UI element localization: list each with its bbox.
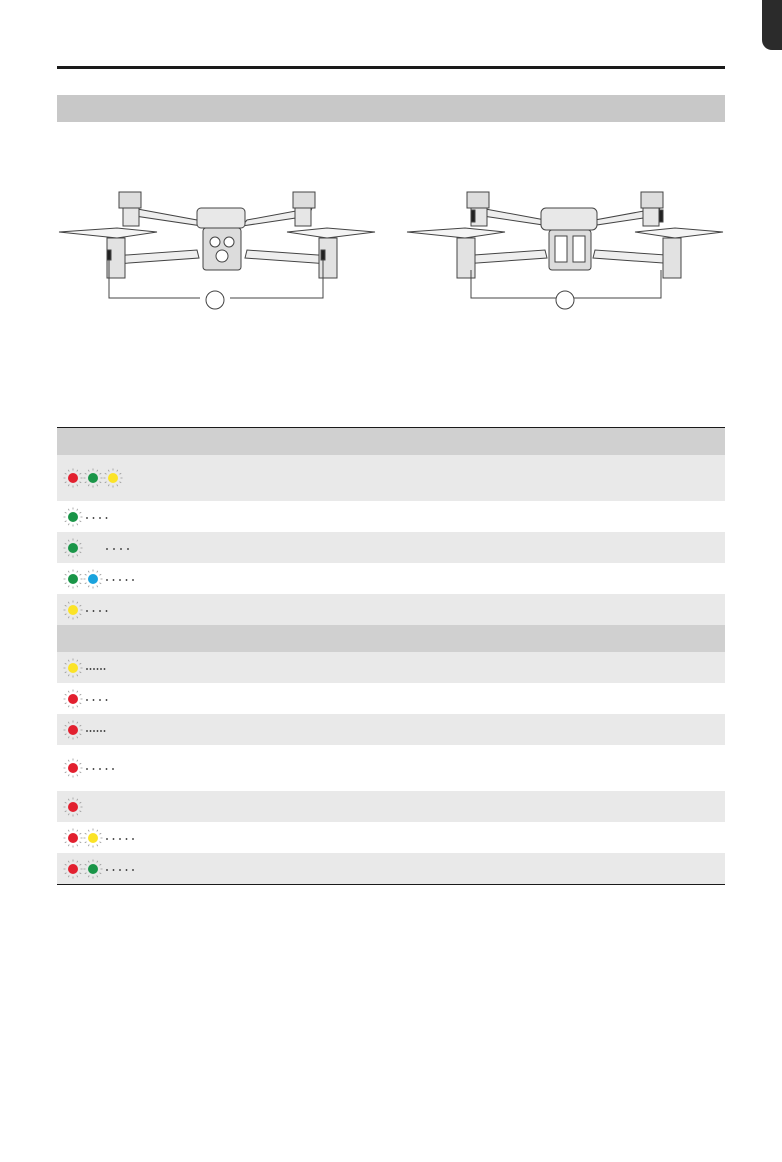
- table-row: [57, 853, 725, 884]
- yellow-led-icon: [64, 658, 83, 677]
- blink-dot: [127, 548, 129, 550]
- blink-dot: [93, 730, 95, 732]
- blink-dot: [126, 869, 128, 871]
- blink-dot: [100, 730, 102, 732]
- blink-dot: [97, 668, 99, 670]
- blink-dot: [93, 699, 95, 701]
- table-row: [57, 594, 725, 625]
- table-row: [57, 822, 725, 853]
- table-row: [57, 455, 725, 501]
- blink-dot: [100, 668, 102, 670]
- green-led-icon: [64, 538, 83, 557]
- aircraft-rear-view-figure: [405, 180, 735, 315]
- blink-dot: [90, 730, 92, 732]
- yellow-led-icon: [84, 828, 103, 847]
- table-row: [57, 563, 725, 594]
- red-led-icon: [64, 828, 83, 847]
- green-led-icon: [84, 859, 103, 878]
- blink-dot: [99, 699, 101, 701]
- blink-dot: [119, 838, 121, 840]
- blink-dot: [132, 579, 134, 581]
- blink-dot: [106, 838, 108, 840]
- blink-dot: [112, 768, 114, 770]
- blink-dot: [93, 768, 95, 770]
- blink-dot: [113, 838, 115, 840]
- led-pattern: [63, 758, 126, 778]
- blink-dot: [106, 699, 108, 701]
- blink-dot: [126, 838, 128, 840]
- red-led-icon: [64, 469, 83, 488]
- blink-dot: [86, 610, 88, 612]
- table-row: [57, 652, 725, 683]
- red-led-icon: [64, 689, 83, 708]
- blink-dot: [113, 579, 115, 581]
- blink-dot: [119, 579, 121, 581]
- blink-dot: [99, 517, 101, 519]
- blink-dot: [106, 579, 108, 581]
- blink-dot: [104, 730, 106, 732]
- blink-dot: [93, 668, 95, 670]
- blink-dot: [106, 768, 108, 770]
- blink-dot: [86, 730, 88, 732]
- blink-dot: [126, 579, 128, 581]
- header-rule: [57, 66, 725, 69]
- blink-dot: [86, 768, 88, 770]
- blink-dot: [97, 730, 99, 732]
- blink-dot: [113, 548, 115, 550]
- blink-dot: [90, 668, 92, 670]
- table-row: [57, 501, 725, 532]
- green-led-icon: [84, 469, 103, 488]
- blink-dot: [104, 668, 106, 670]
- led-pattern: [63, 468, 133, 488]
- green-led-icon: [64, 507, 83, 526]
- blink-dot: [106, 610, 108, 612]
- red-led-icon: [64, 797, 83, 816]
- led-pattern: [63, 538, 141, 558]
- table-section-header: [57, 625, 725, 652]
- green-led-icon: [64, 569, 83, 588]
- yellow-led-icon: [64, 600, 83, 619]
- section-title-band: [57, 95, 725, 122]
- aircraft-status-led-table: [57, 427, 725, 885]
- blink-dot: [86, 517, 88, 519]
- blink-dot: [106, 869, 108, 871]
- blink-dot: [113, 869, 115, 871]
- red-led-icon: [64, 720, 83, 739]
- table-row: [57, 532, 725, 563]
- led-pattern: [63, 600, 119, 620]
- blink-dot: [132, 838, 134, 840]
- blue-led-icon: [84, 569, 103, 588]
- blink-dot: [99, 610, 101, 612]
- led-pattern: [63, 720, 114, 740]
- blink-dot: [86, 668, 88, 670]
- table-row: [57, 791, 725, 822]
- blink-dot: [93, 517, 95, 519]
- blink-dot: [99, 768, 101, 770]
- table-row: [57, 714, 725, 745]
- blink-dot: [86, 699, 88, 701]
- table-section-header: [57, 428, 725, 455]
- blink-dot: [93, 610, 95, 612]
- led-pattern: [63, 507, 119, 527]
- blink-dot: [119, 869, 121, 871]
- red-led-icon: [64, 759, 83, 778]
- blink-dot: [132, 869, 134, 871]
- led-pattern: [63, 828, 146, 848]
- led-pattern: [63, 658, 114, 678]
- blink-dot: [120, 548, 122, 550]
- table-row: [57, 745, 725, 791]
- page-tab-marker: [762, 0, 782, 50]
- led-pattern: [63, 797, 93, 817]
- led-pattern: [63, 859, 146, 879]
- blink-dot: [106, 517, 108, 519]
- aircraft-front-view-figure: [57, 180, 387, 315]
- led-pattern: [63, 569, 146, 589]
- table-row: [57, 683, 725, 714]
- blink-dot: [106, 548, 108, 550]
- red-led-icon: [64, 859, 83, 878]
- led-pattern: [63, 689, 119, 709]
- yellow-led-icon: [104, 469, 123, 488]
